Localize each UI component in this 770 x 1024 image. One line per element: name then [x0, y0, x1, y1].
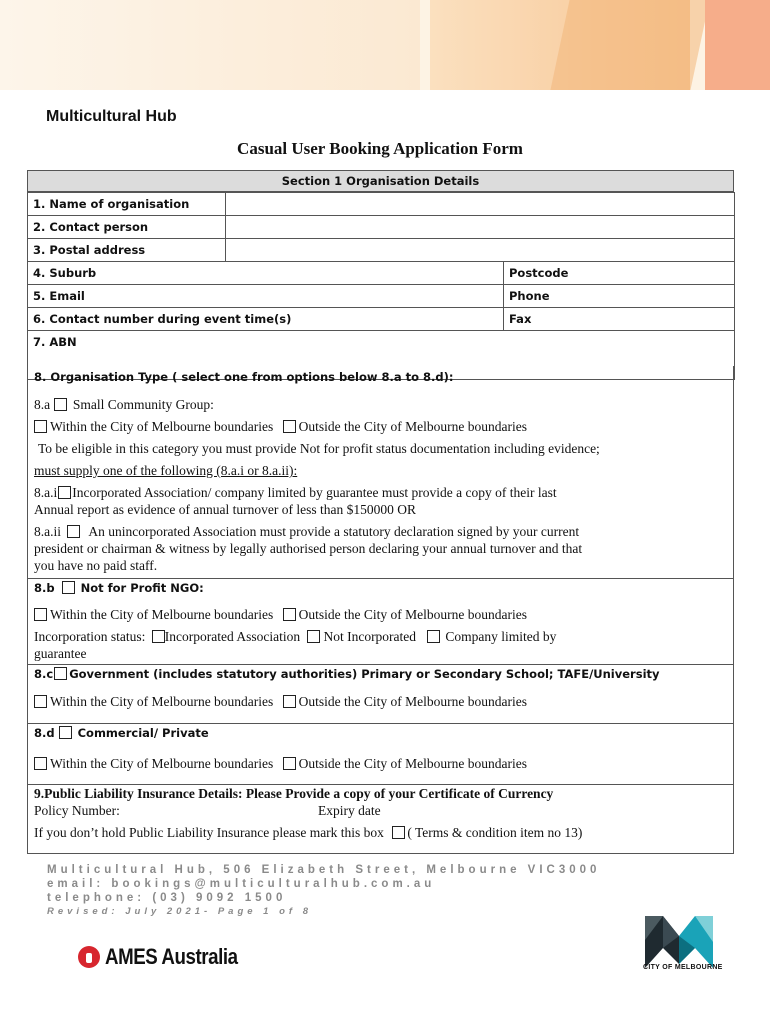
postcode-field[interactable] — [504, 262, 735, 285]
postal-address-field[interactable] — [226, 239, 735, 262]
option-8b-prefix: 8.b — [34, 581, 55, 595]
header-banner — [0, 0, 770, 90]
abn-label: 7. ABN — [33, 335, 77, 349]
incorporated-label: Incorporated Association — [164, 629, 301, 644]
phone-label: Phone — [509, 289, 550, 303]
footer-revised: Revised: July 2021- Page 1 of 8 — [47, 906, 312, 917]
incorporation-status-label: Incorporation status: — [34, 629, 146, 644]
ames-logo-text: AMES Australia — [105, 944, 238, 969]
no-insurance-checkbox[interactable] — [392, 826, 405, 839]
no-insurance-line — [34, 825, 582, 841]
insurance-heading: 9.Public Liability Insurance Details: Please Provide a copy of your Certificate of Currency — [34, 786, 554, 801]
option-8ai-prefix: 8.a.i — [34, 485, 58, 500]
policy-number-label: Policy Number: — [34, 803, 120, 818]
section-8d — [27, 724, 734, 785]
small-community-checkbox[interactable] — [54, 398, 67, 411]
option-8ai-line1: Incorporated Association/ company limited by guarantee must provide a copy of their last — [72, 485, 557, 500]
8d-outside-label: Outside the City of Melbourne boundaries — [298, 756, 528, 771]
8b-outside-checkbox[interactable] — [283, 608, 296, 621]
name-of-organisation-field[interactable] — [226, 193, 735, 216]
8c-outside-checkbox[interactable] — [283, 695, 296, 708]
not-incorporated-label: Not Incorporated — [323, 629, 417, 644]
not-incorporated-checkbox[interactable] — [307, 630, 320, 643]
no-insurance-label: If you don’t hold Public Liability Insurance please mark this box — [34, 825, 384, 840]
8a-outside-label: Outside the City of Melbourne boundaries — [298, 419, 528, 434]
banner-shape — [0, 0, 420, 90]
option-8c — [34, 667, 660, 681]
name-of-organisation-label: 1. Name of organisation — [28, 193, 226, 216]
terms-reference: ( Terms & condition item no 13) — [407, 825, 583, 840]
guarantee-label: guarantee — [34, 646, 87, 661]
option-8b — [34, 581, 204, 595]
option-8a-prefix: 8.a — [34, 397, 51, 412]
section-1-header: Section 1 Organisation Details — [27, 170, 734, 192]
contact-person-label: 2. Contact person — [28, 216, 226, 239]
ames-australia-logo — [78, 942, 261, 972]
government-checkbox[interactable] — [54, 667, 67, 680]
eligibility-note: To be eligible in this category you must provide Not for profit status documentation including evidence; — [38, 441, 600, 456]
supply-note: must supply one of the following (8.a.i or 8.a.ii): — [34, 463, 298, 478]
email-label: 5. Email — [33, 289, 85, 303]
option-8d-boundaries — [34, 756, 527, 772]
footer-address: Multicultural Hub, 506 Elizabeth Street, Melbourne VIC3000 — [47, 864, 601, 876]
section-8b — [27, 579, 734, 665]
small-community-label: Small Community Group: — [72, 397, 214, 412]
8b-within-label: Within the City of Melbourne boundaries — [50, 607, 274, 622]
banner-shape — [550, 0, 709, 90]
8b-within-checkbox[interactable] — [34, 608, 47, 621]
incorporated-checkbox[interactable] — [152, 630, 165, 643]
banner-shape — [705, 0, 770, 90]
8d-within-label: Within the City of Melbourne boundaries — [50, 756, 274, 771]
section-8a — [27, 366, 734, 579]
option-8a — [34, 397, 214, 413]
8a-within-checkbox[interactable] — [34, 420, 47, 433]
option-8aii — [34, 524, 579, 540]
suburb-field[interactable] — [28, 262, 504, 285]
email-field[interactable] — [28, 285, 504, 308]
company-limited-label: Company limited by — [445, 629, 557, 644]
incorporation-status — [34, 629, 556, 645]
section-8c — [27, 665, 734, 724]
form-title: Casual User Booking Application Form — [237, 139, 523, 158]
option-8ai — [34, 485, 557, 501]
commercial-checkbox[interactable] — [59, 726, 72, 739]
org-type-heading: 8. Organisation Type ( select one from options below 8.a to 8.d): — [34, 370, 454, 384]
company-limited-checkbox[interactable] — [427, 630, 440, 643]
option-8d — [34, 726, 209, 740]
8a-outside-checkbox[interactable] — [283, 420, 296, 433]
option-8c-boundaries — [34, 694, 527, 710]
ngo-checkbox[interactable] — [62, 581, 75, 594]
option-8b-boundaries — [34, 607, 527, 623]
option-8d-prefix: 8.d — [34, 726, 55, 740]
city-of-melbourne-text: CITY OF MELBOURNE — [643, 964, 723, 971]
phone-field[interactable] — [504, 285, 735, 308]
expiry-date-label: Expiry date — [318, 803, 381, 818]
option-8aii-prefix: 8.a.ii — [34, 524, 61, 539]
fax-field[interactable] — [504, 308, 735, 331]
government-label: Government (includes statutory authorities) Primary or Secondary School; TAFE/University — [69, 667, 660, 681]
8d-outside-checkbox[interactable] — [283, 757, 296, 770]
option-8c-prefix: 8.c — [34, 667, 54, 681]
8c-within-checkbox[interactable] — [34, 695, 47, 708]
contact-person-field[interactable] — [226, 216, 735, 239]
footer-phone: telephone: (03) 9092 1500 — [47, 892, 287, 904]
incorporated-association-checkbox[interactable] — [58, 486, 71, 499]
8d-within-checkbox[interactable] — [34, 757, 47, 770]
option-8aii-line1: An unincorporated Association must provide a statutory declaration signed by your current — [88, 524, 580, 539]
footer-email: email: bookings@multiculturalhub.com.au — [47, 878, 436, 890]
option-8ai-line2: Annual report as evidence of annual turnover of less than $150000 OR — [34, 502, 417, 517]
fax-label: Fax — [509, 312, 532, 326]
option-8aii-line3: you have no paid staff. — [34, 558, 158, 573]
unincorporated-association-checkbox[interactable] — [67, 525, 80, 538]
option-8a-boundaries — [34, 419, 527, 435]
postal-address-label: 3. Postal address — [28, 239, 226, 262]
option-8aii-line2: president or chairman & witness by legally authorised person declaring your annual turnover and that — [34, 541, 583, 556]
8c-within-label: Within the City of Melbourne boundaries — [50, 694, 274, 709]
8a-within-label: Within the City of Melbourne boundaries — [50, 419, 274, 434]
ames-mark-icon — [78, 946, 100, 968]
suburb-label: 4. Suburb — [33, 266, 97, 280]
8c-outside-label: Outside the City of Melbourne boundaries — [298, 694, 528, 709]
postcode-label: Postcode — [509, 266, 569, 280]
8b-outside-label: Outside the City of Melbourne boundaries — [298, 607, 528, 622]
section-9 — [27, 785, 734, 854]
event-contact-label: 6. Contact number during event time(s) — [33, 312, 292, 326]
organisation-details-table — [27, 192, 735, 380]
commercial-label: Commercial/ Private — [77, 726, 209, 740]
org-title: Multicultural Hub — [46, 108, 177, 125]
event-contact-field[interactable] — [28, 308, 504, 331]
ngo-label: Not for Profit NGO: — [80, 581, 204, 595]
